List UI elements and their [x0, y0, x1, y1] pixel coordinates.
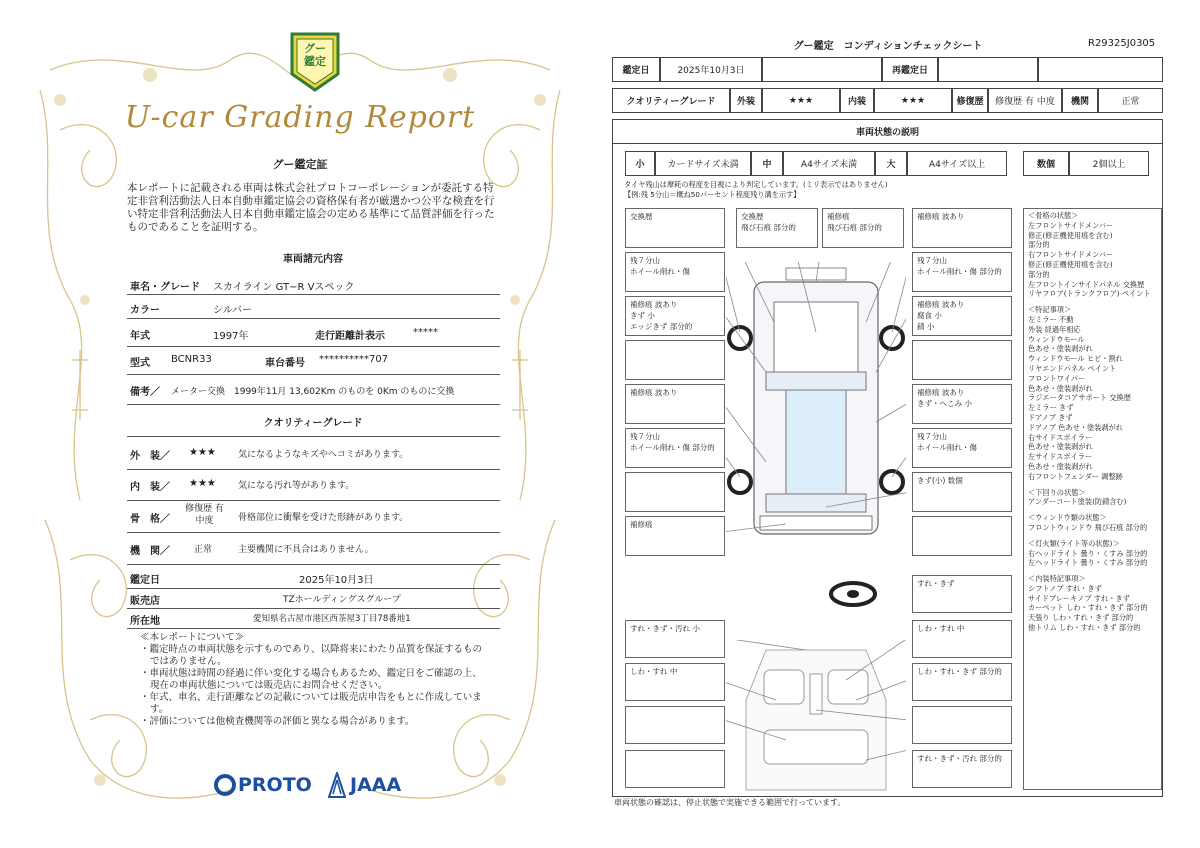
sidebar-note-line: リヤエンドパネル ペイント	[1028, 363, 1117, 373]
condition-box-right	[912, 340, 1012, 380]
reinspect-label: 再鑑定日	[882, 57, 938, 82]
grade-section-title: クオリティーグレード	[263, 418, 363, 429]
row-address	[127, 608, 500, 629]
engine-value: 正常	[194, 545, 213, 555]
date-label: 鑑定日	[130, 575, 160, 586]
footer-logos	[210, 768, 410, 802]
proto-logo-icon	[214, 774, 236, 796]
badge-text: グー 鑑定	[304, 42, 326, 68]
condition-box-top: 補修痕 飛び石痕 部分的	[822, 208, 904, 248]
condition-box-right: 補修痕 波あり	[912, 208, 1012, 248]
sidebar-note-line: 右ヘッドライト 曇り・くすみ 部分的	[1028, 548, 1148, 558]
sidebar-note-line: 左ヘッドライト 曇り・くすみ 部分的	[1028, 558, 1148, 568]
sidebar-note-line: フロントワイパー	[1028, 373, 1086, 383]
model-label: 型式	[130, 358, 150, 369]
sidebar-note-line: 修正(修正機使用痕を含む)	[1028, 230, 1113, 240]
sheet-footer: 車両状態の確認は、停止状態で実施できる範囲で行っています。	[614, 798, 846, 807]
row-model	[127, 346, 500, 375]
sidebar-note-line: 左フロントインサイドパネル 交換歴	[1028, 279, 1145, 289]
condition-box-right: 残７分山 ホイール削れ・傷	[912, 428, 1012, 468]
interior-text: 気になる汚れ等があります。	[238, 481, 355, 491]
exterior-text: 気になるようなキズやヘコミがあります。	[238, 450, 409, 460]
sidebar-note-line: 外装 経過年相応	[1028, 324, 1081, 334]
note-item: ・車両状態は時間の経過に伴い変化する場合もあるため、鑑定日をご確認の上、現在の車両状態については販売店にお問合せください。	[140, 668, 482, 691]
report-notes	[140, 632, 490, 728]
sidebar-note-line: 左フロントサイドメンバー	[1028, 220, 1114, 230]
condition-box-left: 補修痕 波あり	[625, 384, 725, 424]
chassis-label: 車台番号	[265, 358, 305, 369]
int-stars: ★★★	[874, 88, 952, 113]
reinspect-value	[938, 57, 1038, 82]
jaaa-logo-text: JAAA	[350, 774, 402, 796]
spec-section-title: 車両諸元内容	[283, 254, 343, 265]
mileage-value: *****	[413, 327, 438, 338]
condition-box-right: 補修痕 波あり きず・へこみ 小	[912, 384, 1012, 424]
sidebar-note-line: 色あせ・塗装剥がれ	[1028, 344, 1093, 354]
repair-label: 修復歴	[952, 88, 988, 113]
row-remark	[127, 374, 500, 405]
sidebar-note-line: ラジエータコアサポート 交換歴	[1028, 393, 1131, 403]
condition-box-left: 交換歴	[625, 208, 725, 248]
date-value: 2025年10月3日	[299, 575, 374, 586]
address-value: 愛知県名古屋市港区西茶屋3丁目78番地1	[253, 614, 411, 624]
row-date	[127, 566, 500, 589]
row-color	[127, 294, 500, 319]
goo-appraisal-badge	[286, 30, 344, 92]
condition-box-right: 補修痕 波あり 腐食 小 錆 小	[912, 296, 1012, 336]
condition-box-left	[625, 472, 725, 512]
sidebar-note-line: ウィンドウモール ヒビ・割れ	[1028, 354, 1123, 364]
name-label: 車名・グレード	[130, 282, 200, 293]
certificate-heading: グー鑑定証	[272, 158, 328, 171]
row-frame	[127, 500, 500, 533]
size-small-desc: カードサイズ未満	[655, 151, 751, 176]
row-name	[127, 272, 500, 295]
proto-logo-text: PROTO	[238, 774, 312, 796]
sidebar-note-line: ＜灯火類(ライト等の状態)＞	[1028, 538, 1120, 548]
sidebar-note-line: サイドブレーキノブ すれ・きず	[1028, 593, 1130, 603]
interior-box-left: すれ・きず・汚れ 小	[625, 620, 725, 658]
sidebar-note-line: 右フロントサイドメンバー	[1028, 250, 1114, 260]
condition-check-sheet	[608, 0, 1200, 848]
mileage-label: 走行距離計表示	[315, 331, 385, 342]
script-title: U-car Grading Report	[124, 100, 476, 135]
interior-box-left	[625, 750, 725, 788]
model-value: BCNR33	[171, 354, 212, 365]
condition-box-top: 交換歴 飛び石痕 部分的	[736, 208, 818, 248]
tire-note-line: 【例:残 5分山＝概ね50パーセント程度残り溝を示す】	[624, 190, 801, 199]
engine-text: 主要機関に不具合はありません。	[238, 545, 374, 555]
size-small-label: 小	[625, 151, 655, 176]
date-label: 鑑定日	[612, 57, 660, 82]
repair-value: 修復歴 有 中度	[988, 88, 1062, 113]
engine-label: 機関	[1062, 88, 1098, 113]
certificate-body: 本レポートに記載される車両は株式会社プロトコーポレーションが委託する特定非営利活動法人日本自動車鑑定協会の資格保有者が厳選かつ公平な検査を行い特定非営利活動法人日本自動車鑑定協会の定める基準にて品質評価を行ったものであることを証明する。	[127, 182, 495, 233]
sidebar-note-line: ドアノブ きず	[1028, 412, 1073, 422]
condition-notes-sidebar	[1023, 208, 1162, 790]
tire-note	[624, 180, 888, 200]
year-label: 年式	[130, 331, 150, 342]
sidebar-note-line: ＜下回りの状態＞	[1028, 487, 1086, 497]
remark-label: 備考／	[130, 387, 160, 398]
sidebar-note-line: 右サイドスポイラー	[1028, 432, 1093, 442]
sidebar-note-line: 修正(修正機使用痕を含む)	[1028, 259, 1113, 269]
sheet-title: グー鑑定 コンディションチェックシート	[793, 41, 983, 52]
sidebar-note-line: 色あせ・塗装剥がれ	[1028, 383, 1093, 393]
year-value: 1997年	[213, 331, 249, 342]
interior-box-right: すれ・きず・汚れ 部分的	[912, 750, 1012, 788]
address-label: 所在地	[130, 616, 160, 627]
sidebar-note-line: ＜骨格の状態＞	[1028, 211, 1079, 220]
car-interior-diagram	[726, 640, 906, 800]
note-item: ・評価については他検査機関等の評価と異なる場合があります。	[140, 716, 415, 727]
interior-box-right: すれ・きず	[912, 575, 1012, 613]
sidebar-note-line: 他トリム しわ・すれ・きず 部分的	[1028, 623, 1141, 633]
remark-value: メーター交換 1999年11月 13,602Km のものを 0Km のものに交換	[171, 387, 455, 397]
interior-box-right: しわ・すれ 中	[912, 620, 1012, 658]
color-value: シルバー	[213, 305, 253, 316]
interior-box-right: しわ・すれ・きず 部分的	[912, 663, 1012, 701]
sidebar-note-line: 左ミラー 不動	[1028, 314, 1074, 324]
sidebar-note-line: 右フロントフェンダー 調整跡	[1028, 471, 1123, 481]
color-label: カラー	[130, 305, 160, 316]
condition-box-right	[912, 516, 1012, 556]
quality-label: クオリティーグレード	[612, 88, 730, 113]
interior-label: 内 装／	[130, 482, 170, 493]
ext-label: 外装	[730, 88, 762, 113]
sidebar-note-line: リヤフロア(トランクフロア) ペイント	[1028, 289, 1151, 299]
shop-value: TZホールディングスグループ	[283, 595, 401, 605]
sidebar-note-line: カーペット しわ・すれ・きず 部分的	[1028, 603, 1148, 613]
sidebar-note-line: ＜特記事項＞	[1028, 305, 1072, 315]
sidebar-note-line: 色あせ・塗装剥がれ	[1028, 442, 1093, 452]
frame-text: 骨格部位に衝撃を受けた形跡があります。	[238, 513, 409, 523]
sidebar-note-line: アンダーコート塗装(防錆含む)	[1028, 497, 1127, 507]
sidebar-note-line: 部分的	[1028, 269, 1050, 279]
sidebar-note-line: ＜内装特記事項＞	[1028, 574, 1086, 584]
sidebar-note-line: 天張り しわ・すれ・きず 部分的	[1028, 613, 1134, 623]
steering-wheel-icon	[828, 580, 878, 608]
interior-box-left	[625, 706, 725, 744]
sidebar-note-line: フロントウィンドウ 飛び石痕 部分的	[1028, 522, 1148, 532]
size-mid-desc: A4サイズ未満	[783, 151, 875, 176]
exterior-stars: ★★★	[189, 447, 216, 458]
condition-box-left	[625, 340, 725, 380]
condition-box-left: 残７分山 ホイール削れ・傷	[625, 252, 725, 292]
shop-label: 販売店	[130, 596, 160, 607]
interior-box-left: しわ・すれ 中	[625, 663, 725, 701]
tire-note-line: タイヤ残山は摩耗の程度を目視により判定しています。(ミリ表示ではありません)	[624, 180, 888, 189]
row-exterior	[127, 436, 500, 470]
sidebar-note-line: 左サイドスポイラー	[1028, 452, 1093, 462]
condition-box-left: 補修痕	[625, 516, 725, 556]
interior-box-right	[912, 706, 1012, 744]
condition-box-left: 残７分山 ホイール削れ・傷 部分的	[625, 428, 725, 468]
frame-value: 修復歴 有 中度	[185, 504, 224, 526]
row-engine	[127, 532, 500, 565]
doc-id: R29325J0305	[1088, 38, 1156, 49]
sidebar-note-line: ＜ウィンドウ類の状態＞	[1028, 513, 1107, 523]
sidebar-note-line: 色あせ・塗装剥がれ	[1028, 461, 1093, 471]
exterior-label: 外 装／	[130, 451, 170, 462]
sidebar-note-line: シフトノブ すれ・きず	[1028, 583, 1102, 593]
engine-label: 機 関／	[130, 546, 170, 557]
size-large-desc: A4サイズ以上	[907, 151, 1007, 176]
reinspect-empty	[1038, 57, 1163, 82]
count-desc: 2個以上	[1069, 151, 1149, 176]
chassis-value: **********707	[319, 354, 389, 365]
condition-box-left: 補修痕 波あり きず 小 エッジきず 部分的	[625, 296, 725, 336]
note-item: ・鑑定時点の車両状態を示すものであり、以降将来にわたり品質を保証するものではありません。	[140, 644, 483, 667]
state-title: 車両状態の説明	[612, 119, 1163, 144]
condition-box-right: きず(小) 数個	[912, 472, 1012, 512]
ext-stars: ★★★	[762, 88, 840, 113]
row-interior	[127, 468, 500, 501]
note-item: ・年式、車名、走行距離などの記載については販売店申告をもとに作成しています。	[140, 692, 482, 715]
sidebar-note-line: 部分的	[1028, 240, 1050, 250]
jaaa-logo-icon	[328, 772, 346, 798]
date-value: 2025年10月3日	[660, 57, 762, 82]
sidebar-note-line: ウィンドウモール	[1028, 334, 1085, 344]
sidebar-note-line: 左ミラー きず	[1028, 403, 1074, 413]
row-shop	[127, 588, 500, 609]
condition-box-right: 残７分山 ホイール削れ・傷 部分的	[912, 252, 1012, 292]
name-value: スカイライン GT−R Vスペック	[213, 282, 355, 293]
frame-label: 骨 格／	[130, 514, 170, 525]
size-large-label: 大	[875, 151, 907, 176]
size-mid-label: 中	[751, 151, 783, 176]
int-label: 内装	[840, 88, 874, 113]
row-year	[127, 318, 500, 347]
sidebar-note-line: ドアノブ 色あせ・塗装剥がれ	[1028, 422, 1123, 432]
count-label: 数個	[1023, 151, 1069, 176]
interior-stars: ★★★	[189, 478, 216, 489]
date-empty	[762, 57, 882, 82]
notes-title: ≪本レポートについて≫	[140, 632, 245, 643]
car-exterior-diagram	[726, 262, 906, 552]
engine-value: 正常	[1098, 88, 1163, 113]
